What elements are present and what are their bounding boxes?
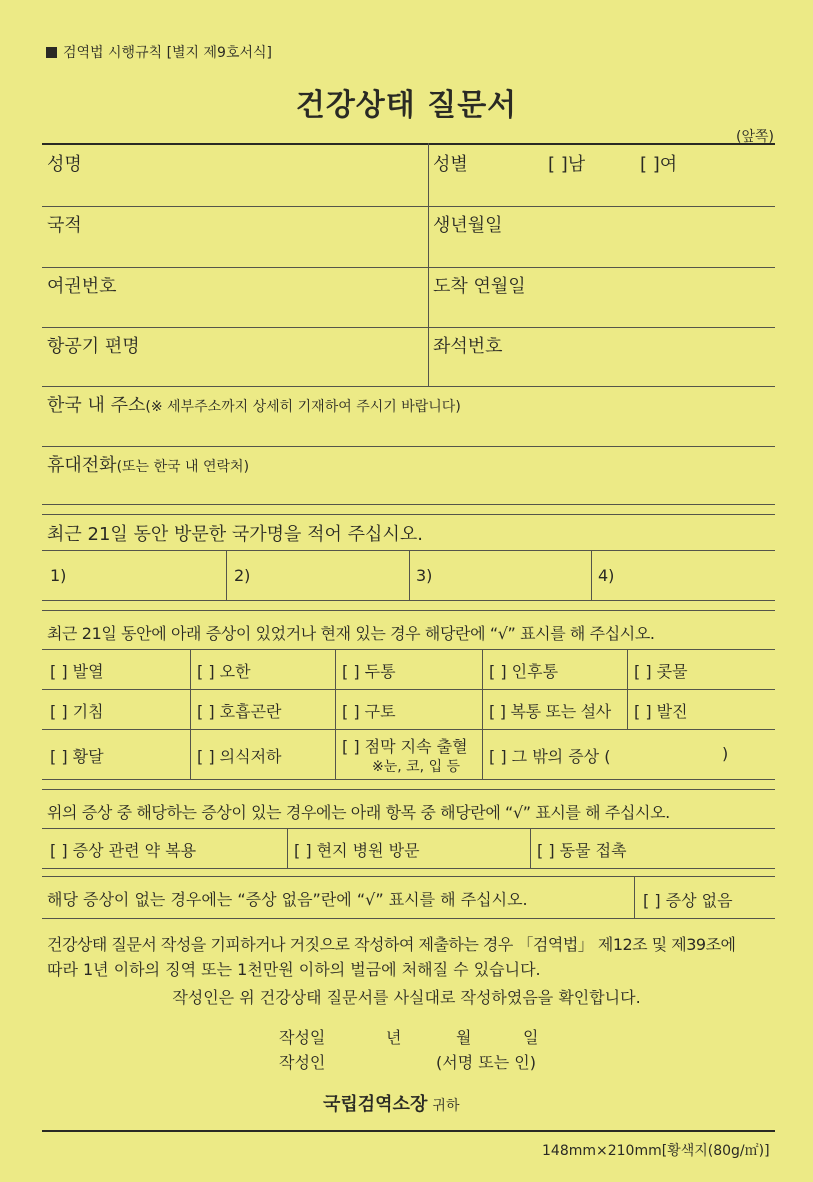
day-field[interactable]: 일: [523, 1028, 539, 1047]
symptom-fever-checkbox[interactable]: [ ] 발열: [50, 662, 104, 681]
no-symptom-question: 해당 증상이 없는 경우에는 “증상 없음”란에 “√” 표시를 해 주십시오.: [47, 890, 528, 909]
related-question: 위의 증상 중 해당하는 증상이 있는 경우에는 아래 항목 중 해당란에 “√” 표시를 해 주십시오.: [47, 803, 670, 822]
column-divider: [287, 828, 288, 868]
sex-label: 성별: [433, 154, 468, 175]
section-divider: [42, 514, 775, 515]
symptom-headache-checkbox[interactable]: [ ] 두통: [342, 662, 396, 681]
country-slot-2[interactable]: 2): [234, 566, 251, 585]
confirmation-text: 작성인은 위 건강상태 질문서를 사실대로 작성하였음을 확인합니다.: [172, 988, 641, 1007]
section-divider: [42, 868, 775, 869]
row-divider: [42, 649, 775, 650]
symptom-dyspnea-checkbox[interactable]: [ ] 호흡곤란: [197, 702, 282, 721]
phone-note: (또는 한국 내 연락처): [116, 459, 250, 475]
row-divider: [42, 828, 775, 829]
symptom-other-close-paren: ): [722, 744, 729, 763]
passport-label: 여권번호: [47, 276, 117, 297]
row-divider: [42, 267, 775, 268]
column-divider: [428, 143, 429, 386]
flight-label: 항공기 편명: [47, 336, 140, 357]
symptom-consciousness-checkbox[interactable]: [ ] 의식저하: [197, 747, 282, 766]
row-divider: [42, 386, 775, 387]
penalty-notice-line1: 건강상태 질문서 작성을 기피하거나 거짓으로 작성하여 제출하는 경우 「검역법」 제12조 및 제39조에: [47, 935, 736, 954]
row-divider: [42, 446, 775, 447]
column-divider: [409, 550, 410, 600]
symptom-rash-checkbox[interactable]: [ ] 발진: [634, 702, 688, 721]
date-label: 작성일: [279, 1028, 326, 1047]
month-field[interactable]: 월: [456, 1028, 472, 1047]
symptom-runny-nose-checkbox[interactable]: [ ] 콧물: [634, 662, 688, 681]
bottom-rule: [42, 1130, 775, 1132]
related-animal-contact-checkbox[interactable]: [ ] 동물 접촉: [537, 841, 627, 860]
phone-row: [47, 451, 249, 477]
related-medication-checkbox[interactable]: [ ] 증상 관련 약 복용: [50, 841, 197, 860]
square-bullet-icon: [46, 47, 57, 58]
column-divider: [627, 649, 628, 729]
signature-field[interactable]: (서명 또는 인): [436, 1053, 536, 1072]
writer-label: 작성인: [279, 1053, 326, 1072]
column-divider: [530, 828, 531, 868]
seat-label: 좌석번호: [433, 336, 503, 357]
symptom-mucosal-bleeding-checkbox[interactable]: [ ] 점막 지속 출혈: [342, 737, 468, 756]
column-divider: [226, 550, 227, 600]
recipient-name: 국립검역소장: [323, 1094, 428, 1115]
section-divider: [42, 876, 775, 877]
nationality-label: 국적: [47, 215, 82, 236]
address-row: [47, 391, 461, 417]
country-slot-1[interactable]: 1): [50, 566, 67, 585]
form-title: 건강상태 질문서: [295, 88, 518, 123]
top-rule: [42, 143, 775, 145]
page-side-label: (앞쪽): [736, 129, 774, 145]
country-slot-4[interactable]: 4): [598, 566, 615, 585]
recipient: [323, 1090, 459, 1116]
mucosal-bleeding-note: ※눈, 코, 입 등: [372, 759, 461, 775]
column-divider: [190, 649, 191, 779]
country-slot-3[interactable]: 3): [416, 566, 433, 585]
no-symptom-checkbox[interactable]: [ ] 증상 없음: [643, 891, 733, 910]
section-divider: [42, 600, 775, 601]
address-note: (※ 세부주소까지 상세히 기재하여 주시기 바랍니다): [145, 399, 461, 415]
recipient-suffix: 귀하: [432, 1098, 460, 1114]
address-label: 한국 내 주소: [47, 395, 146, 416]
row-divider: [42, 689, 775, 690]
symptom-sore-throat-checkbox[interactable]: [ ] 인후통: [489, 662, 559, 681]
column-divider: [634, 876, 635, 918]
paper-spec-footer: 148mm×210mm[황색지(80g/㎡)]: [542, 1143, 770, 1159]
row-divider: [42, 779, 775, 780]
section-divider: [42, 789, 775, 790]
row-divider: [42, 327, 775, 328]
related-hospital-checkbox[interactable]: [ ] 현지 병원 방문: [294, 841, 420, 860]
arrival-date-label: 도착 연월일: [433, 276, 526, 297]
symptom-cough-checkbox[interactable]: [ ] 기침: [50, 702, 104, 721]
penalty-notice-line2: 따라 1년 이하의 징역 또는 1천만원 이하의 벌금에 처해질 수 있습니다.: [47, 960, 541, 979]
symptom-abdominal-pain-checkbox[interactable]: [ ] 복통 또는 설사: [489, 702, 611, 721]
countries-question: 최근 21일 동안 방문한 국가명을 적어 주십시오.: [47, 524, 423, 545]
column-divider: [335, 649, 336, 779]
birthdate-label: 생년월일: [433, 215, 503, 236]
phone-label: 휴대전화: [47, 455, 117, 476]
column-divider: [591, 550, 592, 600]
symptom-jaundice-checkbox[interactable]: [ ] 황달: [50, 747, 104, 766]
sex-female-checkbox[interactable]: [ ]여: [640, 154, 678, 175]
section-divider: [42, 918, 775, 919]
row-divider: [42, 206, 775, 207]
section-divider: [42, 610, 775, 611]
row-divider: [42, 729, 775, 730]
column-divider: [482, 649, 483, 779]
year-field[interactable]: 년: [386, 1028, 402, 1047]
row-divider: [42, 504, 775, 505]
symptom-other-checkbox[interactable]: [ ] 그 밖의 증상 (: [489, 747, 611, 766]
sex-male-checkbox[interactable]: [ ]남: [548, 154, 586, 175]
name-label: 성명: [47, 154, 82, 175]
symptoms-question: 최근 21일 동안에 아래 증상이 있었거나 현재 있는 경우 해당란에 “√” 표시를 해 주십시오.: [47, 624, 655, 643]
symptom-vomiting-checkbox[interactable]: [ ] 구토: [342, 702, 396, 721]
form-regulation-header: 검역법 시행규칙 [별지 제9호서식]: [46, 42, 272, 62]
symptom-chills-checkbox[interactable]: [ ] 오한: [197, 662, 251, 681]
